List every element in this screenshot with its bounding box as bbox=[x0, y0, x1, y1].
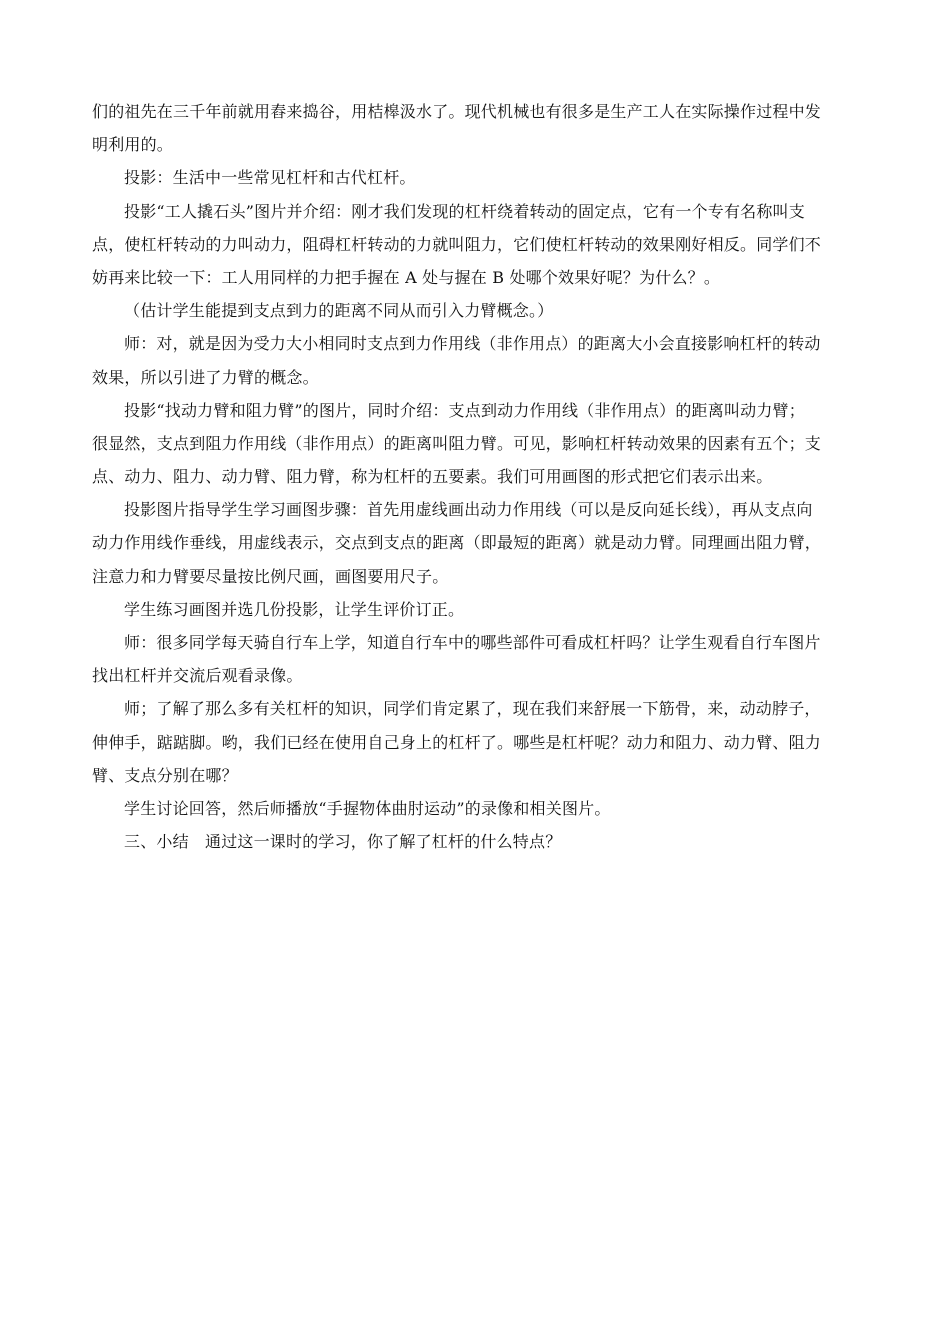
text-line: 点，使杠杆转动的力叫动力，阻碍杠杆转动的力就叫阻力，它们使杠杆转动的效果刚好相反。同学们不 bbox=[92, 234, 822, 254]
text-line: 三、小结 通过这一课时的学习，你了解了杠杆的什么特点？ bbox=[124, 832, 562, 852]
text-line: 学生练习画图并选几份投影，让学生评价订正。 bbox=[124, 599, 465, 619]
text-line: 投影图片指导学生学习画图步骤：首先用虚线画出动力作用线（可以是反向延长线），再从支点向 bbox=[124, 500, 813, 520]
text-line: 动力作用线作垂线，用虚线表示，交点到支点的距离（即最短的距离）就是动力臂。同理画出阻力臂， bbox=[92, 533, 822, 553]
text-line: 明利用的。 bbox=[92, 135, 174, 155]
text-line: 师：对，就是因为受力大小相同时支点到力作用线（非作用点）的距离大小会直接影响杠杆的转动 bbox=[124, 334, 821, 354]
text-line: 伸伸手，踮踮脚。哟，我们已经在使用自己身上的杠杆了。哪些是杠杆呢？动力和阻力、动力臂、阻力 bbox=[92, 732, 822, 752]
text-line: 臂、支点分别在哪？ bbox=[92, 765, 238, 785]
text-line: 师：很多同学每天骑自行车上学，知道自行车中的哪些部件可看成杠杆吗？让学生观看自行车图片 bbox=[124, 633, 821, 652]
text-line: 投影“找动力臂和阻力臂”的图片，同时介绍：支点到动力作用线（非作用点）的距离叫动力臂； bbox=[124, 400, 805, 420]
text-line: 投影：生活中一些常见杠杆和古代杠杆。 bbox=[124, 168, 416, 188]
text-line: 注意力和力臂要尽量按比例尺画，画图要用尺子。 bbox=[92, 566, 449, 586]
text-line: 学生讨论回答，然后师播放“手握物体曲肘运动”的录像和相关图片。 bbox=[124, 798, 611, 818]
text-line: 点、动力、阻力、动力臂、阻力臂，称为杠杆的五要素。我们可用画图的形式把它们表示出来。 bbox=[92, 467, 773, 487]
text-line: （估计学生能提到支点到力的距离不同从而引入力臂概念。） bbox=[124, 301, 554, 321]
text-line: 们的祖先在三千年前就用舂来捣谷，用桔槔汲水了。现代机械也有很多是生产工人在实际操作过程中发 bbox=[92, 102, 822, 121]
text-line: 效果，所以引进了力臂的概念。 bbox=[92, 367, 319, 387]
text-line: 妨再来比较一下：工人用同样的力把手握在 A 处与握在 B 处哪个效果好呢？为什么？。 bbox=[92, 267, 721, 287]
text-line: 投影“工人撬石头”图片并介绍：刚才我们发现的杠杆绕着转动的固定点，它有一个专有名称叫支 bbox=[124, 201, 805, 221]
text-line: 师；了解了那么多有关杠杆的知识，同学们肯定累了，现在我们来舒展一下筋骨，来，动动脖子， bbox=[124, 699, 821, 719]
document-body bbox=[92, 95, 856, 858]
text-line: 很显然，支点到阻力作用线（非作用点）的距离叫阻力臂。可见，影响杠杆转动效果的因素有五个；支 bbox=[92, 433, 822, 453]
text-line: 找出杠杆并交流后观看录像。 bbox=[92, 666, 303, 686]
